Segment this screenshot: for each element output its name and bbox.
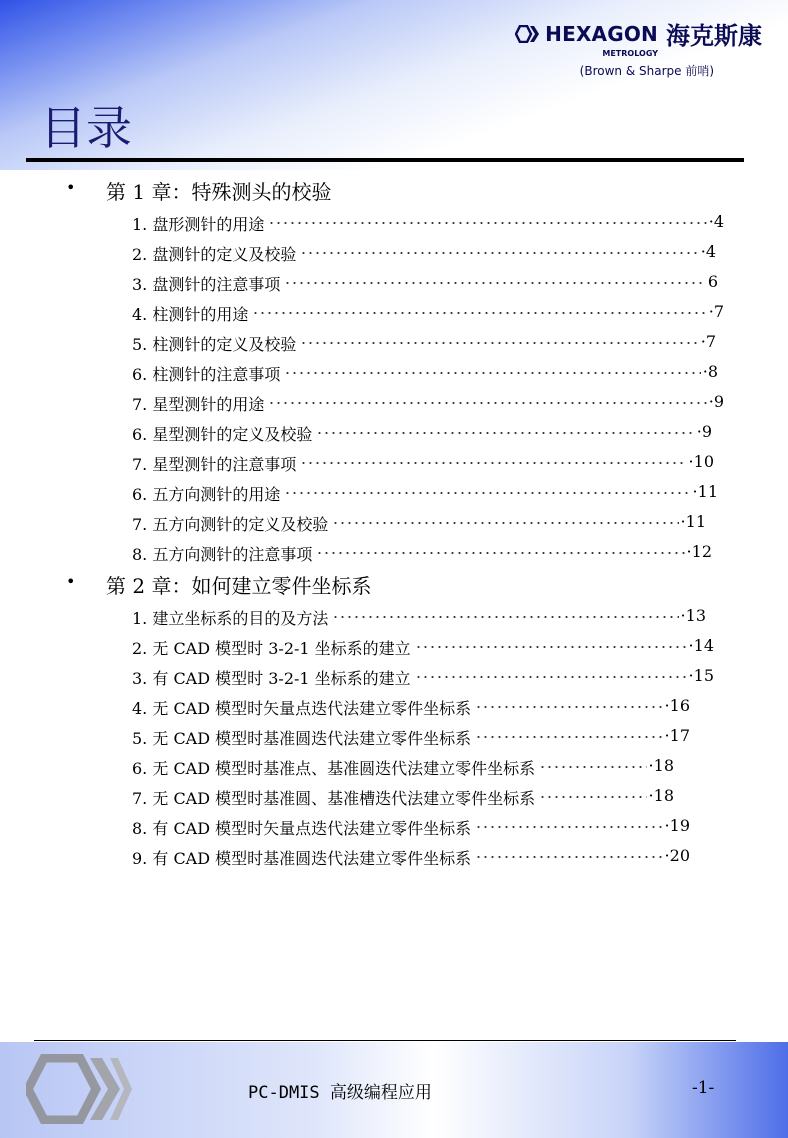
toc-entry-title: 4. 无 CAD 模型时矢量点迭代法建立零件坐标系 — [132, 699, 472, 718]
toc-entry-title: 5. 无 CAD 模型时基准圆迭代法建立零件坐标系 — [132, 729, 472, 748]
hexagon-logo — [515, 16, 762, 79]
hexagon-mark-icon — [515, 25, 541, 43]
toc-page-number: ·4 — [708, 212, 724, 231]
toc-entry-title: 3. 盘测针的注意事项 — [132, 275, 281, 294]
bullet: • — [66, 572, 76, 591]
dot-leader — [332, 521, 678, 525]
dot-leader — [300, 461, 686, 465]
toc-page-number: ·4 — [700, 242, 716, 261]
chapter-label: 第 2 章：如何建立零件坐标系 — [106, 574, 372, 598]
toc-entry[interactable] — [0, 358, 788, 388]
toc-page-number: ·20 — [664, 846, 690, 865]
logo-brand: HEXAGON — [545, 21, 658, 46]
toc-page-number: ·16 — [664, 696, 690, 715]
dot-leader — [284, 371, 700, 375]
toc-entry-title: 6. 柱测针的注意事项 — [132, 365, 281, 384]
dot-leader — [539, 765, 646, 769]
toc-page-number: ·7 — [708, 302, 724, 321]
toc-page-number: 6 — [707, 272, 718, 291]
toc-entry-title: 1. 盘形测针的用途 — [132, 215, 265, 234]
dot-leader — [316, 431, 694, 435]
toc-entry-title: 5. 柱测针的定义及校验 — [132, 335, 297, 354]
toc-page-number: ·19 — [664, 816, 690, 835]
chapter-heading — [0, 568, 788, 602]
logo-brand-cn: 海克斯康 — [666, 22, 762, 50]
dot-leader — [475, 825, 662, 829]
toc-entry-title: 3. 有 CAD 模型时 3-2-1 坐标系的建立 — [132, 669, 411, 688]
toc-page-number: ·11 — [692, 482, 718, 501]
footer-rule — [34, 1040, 736, 1041]
toc-entry-title: 4. 柱测针的用途 — [132, 305, 249, 324]
dot-leader — [475, 855, 662, 859]
dot-leader — [268, 401, 706, 405]
toc-entry[interactable] — [0, 448, 788, 478]
toc-entry-title: 7. 星型测针的用途 — [132, 395, 265, 414]
toc-page-number: ·10 — [688, 452, 714, 471]
toc-entry-title: 8. 有 CAD 模型时矢量点迭代法建立零件坐标系 — [132, 819, 472, 838]
dot-leader — [252, 311, 706, 315]
toc-entry-title: 8. 五方向测针的注意事项 — [132, 545, 313, 564]
toc-entry[interactable] — [0, 692, 788, 722]
logo-note: (Brown & Sharpe 前哨) — [579, 64, 714, 78]
toc-entry[interactable] — [0, 298, 788, 328]
footer-text: PC-DMIS 高级编程应用 — [248, 1083, 432, 1103]
toc-page-number: ·8 — [702, 362, 718, 381]
table-of-contents — [0, 174, 788, 872]
toc-entry[interactable] — [0, 782, 788, 812]
page-title: 目录 — [40, 101, 132, 155]
dot-leader — [284, 281, 705, 285]
bullet: • — [66, 178, 76, 197]
toc-entry[interactable] — [0, 268, 788, 298]
toc-entry-title: 7. 星型测针的注意事项 — [132, 455, 297, 474]
toc-page-number: ·18 — [648, 756, 674, 775]
toc-page-number: ·14 — [688, 636, 714, 655]
toc-entry-title: 6. 星型测针的定义及校验 — [132, 425, 313, 444]
chapter-label: 第 1 章：特殊测头的校验 — [106, 180, 332, 204]
toc-entry[interactable] — [0, 632, 788, 662]
dot-leader — [284, 491, 690, 495]
dot-leader — [332, 615, 678, 619]
toc-entry-title: 2. 盘测针的定义及校验 — [132, 245, 297, 264]
hexagon-watermark-icon — [26, 1054, 132, 1124]
dot-leader — [300, 251, 698, 255]
title-rule — [26, 158, 744, 162]
toc-page-number: ·11 — [680, 512, 706, 531]
toc-entry[interactable] — [0, 812, 788, 842]
toc-entry[interactable] — [0, 722, 788, 752]
toc-entry-title: 6. 五方向测针的用途 — [132, 485, 281, 504]
toc-page-number: ·17 — [664, 726, 690, 745]
dot-leader — [300, 341, 698, 345]
toc-entry[interactable] — [0, 388, 788, 418]
toc-entry[interactable] — [0, 662, 788, 692]
toc-page-number: ·13 — [680, 606, 706, 625]
toc-entry-title: 6. 无 CAD 模型时基准点、基准圆迭代法建立零件坐标系 — [132, 759, 536, 778]
toc-entry[interactable] — [0, 508, 788, 538]
toc-entry-title: 7. 五方向测针的定义及校验 — [132, 515, 329, 534]
toc-entry-title: 7. 无 CAD 模型时基准圆、基准槽迭代法建立零件坐标系 — [132, 789, 536, 808]
toc-entry[interactable] — [0, 538, 788, 568]
toc-page-number: ·9 — [696, 422, 712, 441]
toc-entry[interactable] — [0, 208, 788, 238]
toc-entry-title: 1. 建立坐标系的目的及方法 — [132, 609, 329, 628]
toc-entry[interactable] — [0, 752, 788, 782]
toc-entry[interactable] — [0, 602, 788, 632]
dot-leader — [316, 551, 684, 555]
logo-sub: METROLOGY — [602, 49, 658, 58]
chapter-heading — [0, 174, 788, 208]
toc-page-number: ·7 — [700, 332, 716, 351]
toc-entry[interactable] — [0, 238, 788, 268]
toc-page-number: ·9 — [708, 392, 724, 411]
dot-leader — [475, 735, 662, 739]
toc-page-number: ·15 — [688, 666, 714, 685]
toc-entry[interactable] — [0, 478, 788, 508]
toc-entry[interactable] — [0, 418, 788, 448]
footer-page-number: -1- — [692, 1078, 715, 1098]
toc-page-number: ·12 — [686, 542, 712, 561]
toc-entry[interactable] — [0, 328, 788, 358]
dot-leader — [415, 675, 687, 679]
dot-leader — [268, 221, 706, 225]
dot-leader — [475, 705, 662, 709]
toc-entry-title: 2. 无 CAD 模型时 3-2-1 坐标系的建立 — [132, 639, 411, 658]
dot-leader — [539, 795, 646, 799]
toc-entry[interactable] — [0, 842, 788, 872]
toc-page-number: ·18 — [648, 786, 674, 805]
dot-leader — [415, 645, 687, 649]
toc-entry-title: 9. 有 CAD 模型时基准圆迭代法建立零件坐标系 — [132, 849, 472, 868]
